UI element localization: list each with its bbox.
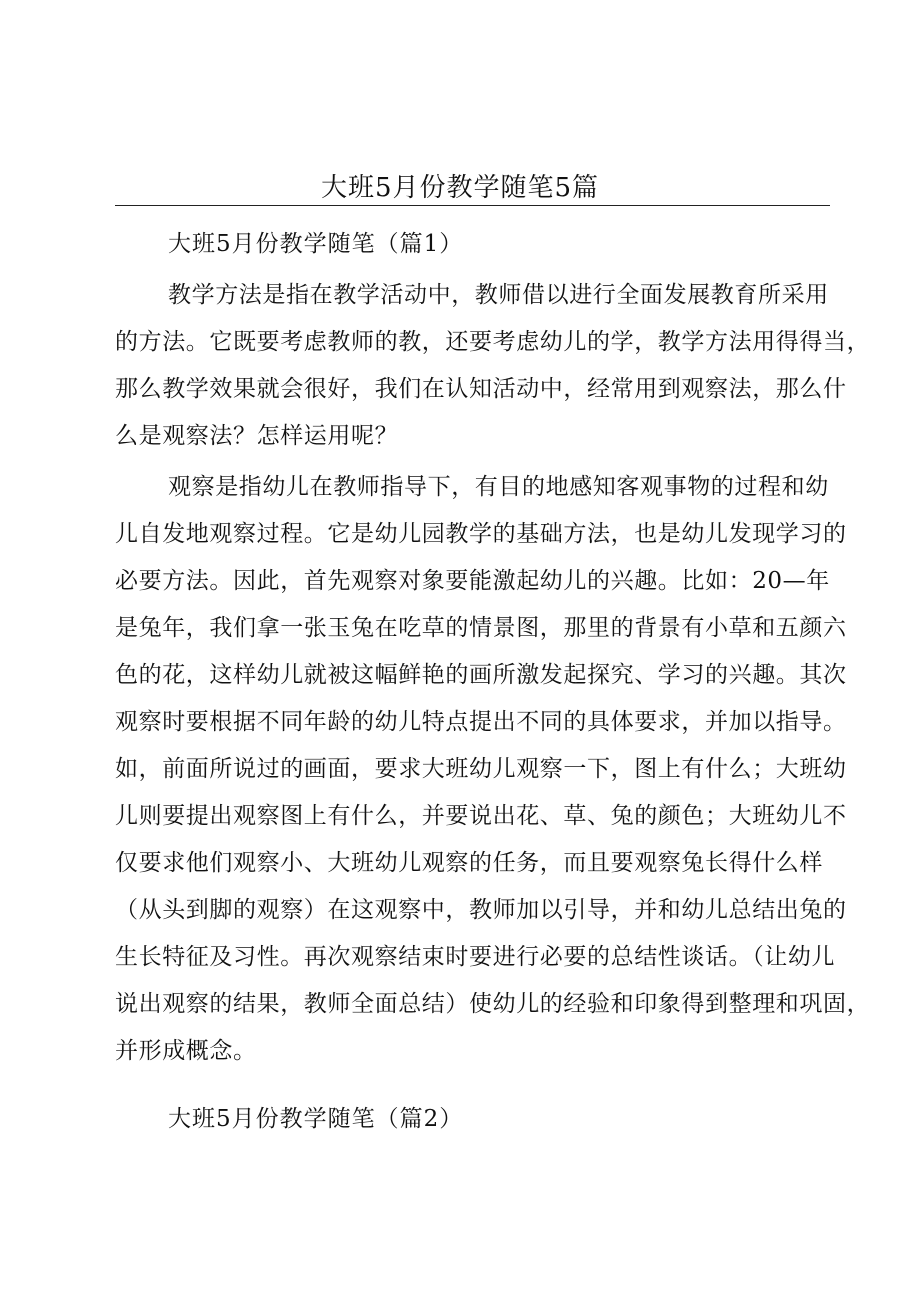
document-title: 大班5月份教学随笔5篇 — [320, 173, 600, 203]
paragraph-line: 是兔年，我们拿一张玉兔在吃草的情景图，那里的背景有小草和五颜六 — [115, 615, 847, 641]
paragraph-line: 仅要求他们观察小、大班幼儿观察的任务，而且要观察兔长得什么样 — [115, 850, 823, 876]
paragraph-line: 观察是指幼儿在教师指导下，有目的地感知客观事物的过程和幼 — [168, 474, 829, 500]
paragraph-line: 那么教学效果就会很好，我们在认知活动中，经常用到观察法，那么什 — [115, 376, 847, 402]
paragraph-line: 生长特征及习性。再次观察结束时要进行必要的总结性谈话。（让幼儿 — [115, 944, 836, 970]
paragraph-line: 必要方法。因此，首先观察对象要能激起幼儿的兴趣。比如：20—年 — [115, 568, 830, 594]
paragraph-line: 并形成概念。 — [115, 1038, 257, 1064]
title-underline — [115, 205, 830, 206]
paragraph-line: 么是观察法？怎样运用呢？ — [115, 423, 399, 449]
paragraph-line: 儿则要提出观察图上有什么，并要说出花、草、兔的颜色；大班幼儿不 — [115, 803, 847, 829]
paragraph-line: 说出观察的结果，教师全面总结）使幼儿的经验和印象得到整理和巩固， — [115, 991, 871, 1017]
paragraph-2 — [115, 464, 871, 1075]
paragraph-line: 观察时要根据不同年龄的幼儿特点提出不同的具体要求，并加以指导。 — [115, 709, 847, 735]
paragraph-line: 的方法。它既要考虑教师的教，还要考虑幼儿的学，教学方法用得得当， — [115, 329, 871, 355]
paragraph-line: 如，前面所说过的画面，要求大班幼儿观察一下，图上有什么；大班幼 — [115, 756, 847, 782]
paragraph-line: 色的花，这样幼儿就被这幅鲜艳的画所激发起探究、学习的兴趣。其次 — [115, 662, 847, 688]
section-heading-1: 大班5月份教学随笔（篇1） — [168, 231, 464, 257]
paragraph-line: （从头到脚的观察）在这观察中，教师加以引导，并和幼儿总结出兔的 — [115, 897, 847, 923]
paragraph-line: 儿自发地观察过程。它是幼儿园教学的基础方法，也是幼儿发现学习的 — [115, 521, 847, 547]
section-heading-2: 大班5月份教学随笔（篇2） — [168, 1106, 464, 1132]
paragraph-1 — [115, 272, 871, 460]
paragraph-line: 教学方法是指在教学活动中，教师借以进行全面发展教育所采用 — [168, 282, 829, 308]
